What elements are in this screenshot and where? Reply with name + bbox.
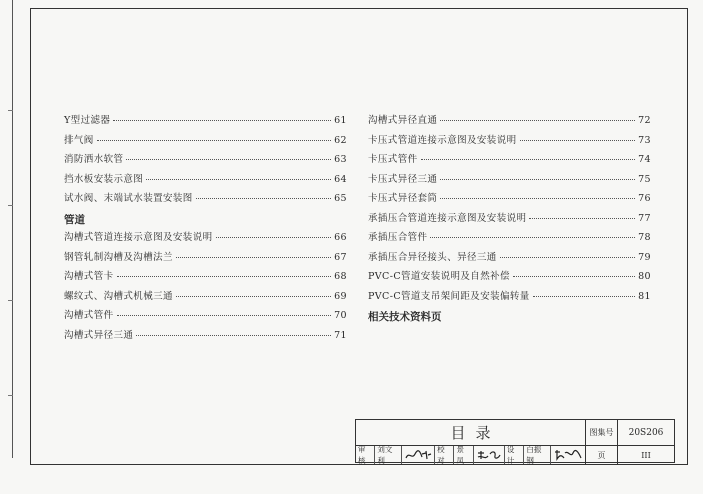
toc-entry[interactable] (368, 268, 651, 288)
toc-entry[interactable] (64, 288, 347, 308)
toc-entry-title: 卡压式异径三通 (368, 173, 438, 185)
toc-leader-dots (146, 179, 331, 180)
toc-section-heading: 管道 (64, 213, 85, 226)
check-signature (474, 446, 505, 464)
toc-right-column (368, 112, 651, 327)
toc-entry-page: 81 (638, 290, 651, 302)
toc-entry[interactable] (64, 327, 347, 347)
toc-left-column (64, 112, 347, 346)
toc-entry-page: 69 (334, 290, 347, 302)
toc-entry-title: 承插压合管道连接示意图及安装说明 (368, 212, 527, 224)
toc-entry-page: 62 (334, 134, 347, 146)
toc-entry-title: 沟槽式异径直通 (368, 115, 438, 126)
toc-entry-title: 承插压合异径接头、异径三通 (368, 251, 497, 263)
toc-entry[interactable] (368, 288, 651, 308)
toc-leader-dots (113, 120, 331, 121)
toc-leader-dots (176, 296, 331, 297)
toc-entry-title: 消防洒水软管 (64, 154, 124, 165)
toc-entry-page: 72 (638, 115, 651, 126)
toc-entry-page: 78 (638, 232, 651, 243)
design-signature (551, 446, 585, 464)
toc-entry-page: 76 (638, 193, 651, 204)
toc-leader-dots (513, 276, 635, 277)
toc-entry-title: PVC-C管道安装说明及自然补偿 (368, 271, 510, 282)
toc-entry-title: 试水阀、末端试水装置安装图 (64, 193, 193, 204)
toc-entry-page: 75 (638, 173, 651, 185)
toc-entry-page: 66 (334, 232, 347, 243)
toc-leader-dots (533, 296, 635, 297)
toc-entry-page: 73 (638, 134, 651, 146)
toc-leader-dots (136, 335, 331, 336)
toc-leader-dots (176, 257, 331, 258)
toc-entry-title: 沟槽式管卡 (64, 271, 114, 282)
toc-leader-dots (196, 198, 331, 199)
title-block (355, 419, 675, 463)
toc-leader-dots (500, 257, 635, 258)
toc-section-heading: 相关技术资料页 (368, 311, 442, 324)
toc-entry-title: 卡压式管件 (368, 154, 418, 165)
toc-entry-title: 沟槽式异径三通 (64, 329, 134, 341)
toc-entry[interactable] (368, 132, 651, 152)
toc-entry[interactable] (64, 268, 347, 288)
toc-entry[interactable] (368, 171, 651, 191)
toc-leader-dots (117, 315, 332, 316)
toc-entry[interactable] (368, 229, 651, 249)
toc-entry-title: PVC-C管道支吊架间距及安装偏转量 (368, 290, 530, 302)
toc-leader-dots (126, 159, 331, 160)
toc-entry-page: 77 (638, 212, 651, 224)
review-signature (402, 446, 435, 464)
toc-entry-title: 钢管轧制沟槽及沟槽法兰 (64, 251, 173, 263)
toc-entry-page: 74 (638, 154, 651, 165)
toc-entry[interactable] (368, 112, 651, 132)
binding-tick (8, 205, 13, 206)
review-label: 审核 (356, 446, 375, 464)
page-label: 页 (586, 446, 618, 464)
toc-entry-page: 63 (334, 154, 347, 165)
toc-entry-title: 沟槽式管件 (64, 310, 114, 321)
check-label: 校对 (435, 446, 454, 464)
toc-entry[interactable] (64, 307, 347, 327)
toc-entry[interactable] (64, 112, 347, 132)
toc-entry-page: 80 (638, 271, 651, 282)
toc-leader-dots (440, 198, 635, 199)
toc-entry-page: 67 (334, 251, 347, 263)
signature-row (356, 446, 586, 464)
page-number: III (641, 450, 651, 460)
check-name: 景凤 (454, 446, 473, 464)
toc-entry-page: 64 (334, 173, 347, 185)
toc-entry-title: 卡压式异径套筒 (368, 193, 438, 204)
toc-entry[interactable] (64, 229, 347, 249)
toc-entry[interactable] (64, 171, 347, 191)
toc-leader-dots (440, 120, 635, 121)
toc-leader-dots (97, 140, 331, 141)
binding-line (12, 0, 13, 458)
toc-entry-page: 68 (334, 271, 347, 282)
toc-leader-dots (440, 179, 635, 180)
toc-entry[interactable] (64, 151, 347, 171)
toc-entry-page: 70 (334, 310, 347, 321)
toc-entry[interactable] (368, 151, 651, 171)
design-label: 设计 (505, 446, 524, 464)
toc-entry-title: 沟槽式管道连接示意图及安装说明 (64, 232, 213, 243)
toc-entry-title: 螺纹式、沟槽式机械三通 (64, 290, 173, 302)
toc-leader-dots (216, 237, 332, 238)
toc-entry-title: 挡水板安装示意图 (64, 173, 144, 185)
toc-leader-dots (421, 159, 636, 160)
toc-leader-dots (520, 140, 636, 141)
toc-entry[interactable] (64, 132, 347, 152)
toc-entry-page: 79 (638, 251, 651, 263)
toc-entry-title: Y型过滤器 (64, 115, 111, 126)
toc-entry-page: 71 (334, 329, 347, 341)
toc-entry-page: 61 (334, 115, 347, 126)
review-name: 刘文利 (375, 446, 402, 464)
atlas-number: 20S206 (618, 420, 674, 446)
drawing-title: 目录 (356, 420, 586, 446)
toc-entry[interactable] (368, 190, 651, 210)
toc-entry-page: 65 (334, 193, 347, 204)
atlas-number-label: 图集号 (586, 420, 618, 446)
toc-leader-dots (430, 237, 635, 238)
toc-entry[interactable] (64, 249, 347, 269)
binding-tick (8, 395, 13, 396)
toc-entry-title: 承插压合管件 (368, 232, 428, 243)
binding-tick (8, 300, 13, 301)
binding-tick (8, 110, 13, 111)
design-name: 白振钢 (524, 446, 551, 464)
toc-leader-dots (117, 276, 332, 277)
toc-entry[interactable] (368, 210, 651, 230)
toc-entry[interactable] (368, 249, 651, 269)
toc-entry-title: 排气阀 (64, 134, 94, 146)
toc-leader-dots (529, 218, 635, 219)
toc-entry[interactable] (64, 190, 347, 210)
toc-entry-title: 卡压式管道连接示意图及安装说明 (368, 134, 517, 146)
